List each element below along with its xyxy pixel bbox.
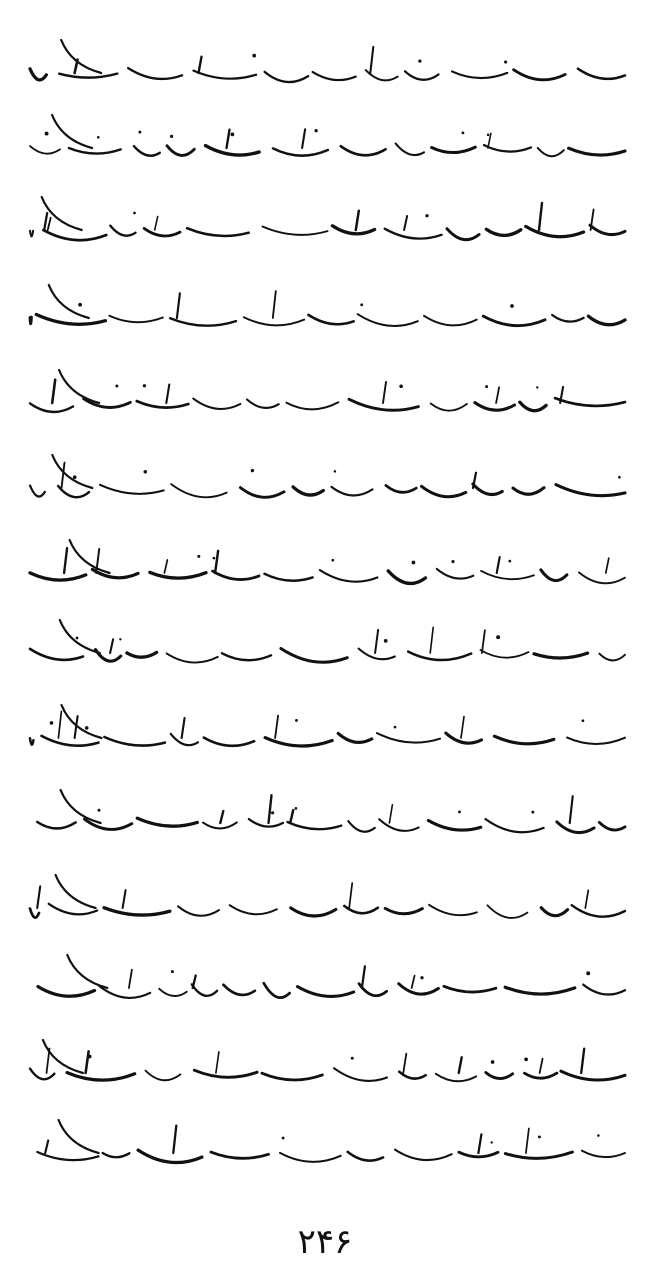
- ink-stroke: [192, 984, 217, 995]
- ink-stroke: [538, 148, 564, 156]
- ink-stroke: [599, 654, 625, 661]
- ink-dot: [510, 304, 514, 308]
- ink-stroke: [405, 71, 439, 79]
- manuscript-line: [30, 197, 625, 240]
- manuscript-line: [30, 705, 625, 746]
- ink-stroke: [496, 387, 499, 403]
- ink-dot: [597, 1134, 600, 1137]
- ink-stroke: [52, 115, 92, 148]
- manuscript-line: [30, 620, 625, 663]
- ink-dot: [491, 1060, 495, 1064]
- ink-dot: [538, 1135, 541, 1138]
- ink-stroke: [422, 486, 466, 496]
- ink-stroke: [273, 148, 328, 155]
- ink-dot: [508, 560, 511, 563]
- ink-stroke: [144, 228, 180, 236]
- manuscript-line: [30, 285, 625, 326]
- ink-stroke: [348, 1152, 383, 1161]
- ink-dot: [50, 721, 54, 725]
- ink-stroke: [403, 1054, 406, 1073]
- ink-stroke: [164, 560, 167, 573]
- ink-stroke: [338, 733, 372, 742]
- ink-stroke: [265, 72, 309, 82]
- ink-stroke: [606, 558, 609, 573]
- ink-stroke: [167, 653, 218, 662]
- ink-stroke: [170, 318, 236, 326]
- ink-stroke: [30, 649, 83, 660]
- ink-dot: [230, 132, 234, 136]
- ink-stroke: [52, 455, 92, 488]
- ink-stroke: [249, 819, 283, 827]
- ink-stroke: [280, 1153, 341, 1162]
- ink-stroke: [193, 976, 196, 989]
- ink-dot: [295, 807, 298, 810]
- ink-dot: [458, 810, 461, 813]
- ink-dot: [252, 54, 256, 58]
- ink-stroke: [127, 652, 157, 657]
- ink-stroke: [385, 908, 422, 913]
- ink-stroke: [103, 1153, 130, 1157]
- ink-dot: [45, 132, 49, 136]
- ink-stroke: [216, 1052, 219, 1073]
- ink-stroke: [204, 738, 254, 746]
- ink-stroke: [332, 487, 373, 496]
- ink-stroke: [446, 733, 482, 743]
- ink-stroke: [582, 1151, 625, 1158]
- manuscript-line: [38, 955, 625, 998]
- ink-stroke: [240, 488, 284, 498]
- ink-stroke: [104, 908, 170, 915]
- ink-dot: [351, 1057, 354, 1060]
- ink-stroke: [36, 315, 105, 325]
- ink-stroke: [146, 1071, 181, 1081]
- ink-stroke: [42, 736, 99, 746]
- ink-stroke: [399, 984, 439, 994]
- ink-stroke: [436, 1074, 476, 1081]
- ink-stroke: [334, 1068, 387, 1081]
- ink-stroke: [129, 970, 132, 988]
- ink-stroke: [244, 317, 304, 325]
- ink-dot: [213, 557, 216, 560]
- ink-stroke: [585, 890, 588, 908]
- ink-stroke: [526, 226, 584, 236]
- manuscript-line: [30, 540, 625, 583]
- ink-stroke: [62, 463, 65, 488]
- ink-stroke: [599, 822, 625, 830]
- ink-stroke: [578, 69, 625, 79]
- ink-stroke: [557, 822, 594, 833]
- ink-dot: [119, 638, 121, 640]
- ink-stroke: [412, 976, 415, 988]
- ink-dot: [97, 136, 100, 139]
- ink-stroke: [308, 315, 353, 324]
- ink-stroke: [291, 908, 336, 916]
- ink-stroke: [561, 1071, 625, 1080]
- ink-stroke: [396, 144, 424, 156]
- manuscript-line: [37, 790, 625, 833]
- ink-dot: [133, 212, 136, 215]
- ink-stroke: [37, 886, 40, 908]
- ink-dot: [331, 559, 334, 562]
- ink-stroke: [30, 1069, 54, 1080]
- ink-stroke: [375, 630, 378, 653]
- ink-stroke: [288, 822, 342, 829]
- ink-stroke: [379, 819, 418, 831]
- ink-stroke: [206, 146, 260, 155]
- ink-stroke: [356, 211, 359, 230]
- ink-stroke: [59, 370, 99, 403]
- ink-dot: [271, 811, 274, 814]
- ink-stroke: [539, 203, 542, 230]
- ink-dot: [360, 303, 363, 306]
- ink-stroke: [281, 649, 347, 663]
- ink-stroke: [583, 985, 625, 995]
- ink-dot: [394, 726, 397, 729]
- ink-stroke: [513, 488, 544, 495]
- ink-stroke: [473, 484, 502, 494]
- ink-dot: [170, 135, 173, 138]
- ink-dot: [143, 384, 146, 387]
- ink-stroke: [96, 650, 121, 662]
- ink-stroke: [37, 822, 75, 828]
- ink-stroke: [555, 398, 625, 406]
- ink-stroke: [486, 819, 544, 832]
- ink-dot: [411, 561, 415, 565]
- ink-stroke: [109, 316, 162, 323]
- ink-stroke: [514, 70, 566, 80]
- ink-stroke: [265, 574, 313, 581]
- ink-stroke: [171, 734, 198, 745]
- ink-stroke: [173, 1126, 176, 1153]
- ink-stroke: [30, 317, 31, 324]
- ink-stroke: [262, 1073, 323, 1080]
- ink-stroke: [110, 639, 113, 653]
- ink-stroke: [211, 1152, 269, 1158]
- ink-stroke: [155, 217, 158, 231]
- ink-stroke: [215, 551, 218, 573]
- ink-stroke: [395, 1150, 452, 1160]
- ink-dot: [504, 60, 507, 63]
- ink-dot: [485, 385, 488, 388]
- ink-dot: [197, 555, 200, 558]
- ink-stroke: [569, 148, 625, 155]
- ink-stroke: [572, 905, 625, 917]
- ink-stroke: [264, 983, 290, 997]
- ink-stroke: [579, 572, 625, 583]
- ink-stroke: [348, 821, 375, 832]
- ink-stroke: [45, 1141, 48, 1154]
- ink-stroke: [61, 790, 101, 823]
- ink-stroke: [567, 738, 625, 744]
- ink-stroke: [497, 557, 500, 573]
- ink-stroke: [199, 57, 202, 73]
- ink-stroke: [194, 71, 257, 79]
- ink-dot: [487, 134, 490, 137]
- ink-stroke: [525, 1073, 557, 1078]
- ink-dot: [586, 971, 590, 975]
- ink-dot: [618, 476, 621, 479]
- ink-stroke: [424, 316, 477, 326]
- ink-stroke: [273, 291, 276, 318]
- ink-stroke: [159, 989, 187, 996]
- ink-stroke: [227, 130, 230, 148]
- ink-stroke: [275, 716, 278, 738]
- ink-stroke: [43, 230, 106, 240]
- ink-stroke: [110, 226, 135, 236]
- ink-dot: [496, 635, 500, 639]
- ink-dot: [334, 470, 337, 473]
- ink-stroke: [134, 146, 160, 156]
- ink-stroke: [482, 630, 485, 653]
- ink-stroke: [581, 1049, 584, 1073]
- ink-dot: [73, 475, 77, 479]
- ink-stroke: [167, 146, 194, 156]
- ink-stroke: [64, 548, 67, 573]
- manuscript-line: [30, 875, 625, 918]
- ink-stroke: [58, 711, 61, 738]
- ink-dot: [524, 1057, 528, 1061]
- ink-stroke: [431, 404, 467, 411]
- ink-stroke: [37, 1152, 98, 1160]
- ink-stroke: [481, 571, 534, 579]
- ink-stroke: [290, 810, 293, 823]
- ink-stroke: [388, 571, 425, 584]
- ink-dot: [144, 470, 148, 474]
- ink-stroke: [182, 718, 185, 738]
- ink-stroke: [70, 540, 110, 573]
- manuscript-line: [30, 370, 625, 412]
- ink-stroke: [104, 737, 164, 746]
- ink-stroke: [377, 733, 440, 743]
- ink-stroke: [222, 653, 271, 660]
- ink-stroke: [452, 71, 507, 78]
- ink-stroke: [61, 40, 101, 73]
- ink-stroke: [30, 146, 60, 154]
- ink-dot: [491, 1141, 493, 1143]
- ink-dot: [451, 560, 454, 563]
- ink-stroke: [552, 315, 583, 322]
- ink-stroke: [540, 1059, 543, 1073]
- ink-stroke: [213, 571, 259, 579]
- ink-dot: [76, 637, 79, 640]
- ink-stroke: [484, 145, 531, 151]
- ink-stroke: [588, 316, 625, 325]
- ink-stroke: [30, 738, 33, 744]
- ink-dot: [418, 59, 421, 62]
- ink-dot: [88, 1055, 92, 1059]
- ink-stroke: [570, 796, 573, 823]
- ink-stroke: [30, 403, 73, 412]
- ink-stroke: [481, 650, 529, 658]
- ink-stroke: [293, 487, 323, 495]
- ink-stroke: [48, 218, 51, 230]
- ink-stroke: [520, 402, 546, 411]
- ink-stroke: [137, 818, 197, 826]
- manuscript-line: [30, 40, 625, 82]
- ink-stroke: [137, 401, 189, 407]
- ink-stroke: [177, 293, 180, 318]
- ink-stroke: [505, 1152, 572, 1158]
- ink-stroke: [408, 652, 471, 660]
- ink-stroke: [30, 573, 86, 580]
- ink-stroke: [313, 72, 356, 80]
- manuscript-line: [30, 1040, 625, 1081]
- ink-stroke: [486, 1073, 513, 1079]
- ink-stroke: [447, 229, 479, 240]
- ink-dot: [425, 214, 428, 217]
- ink-stroke: [56, 875, 96, 908]
- manuscript-line: [30, 115, 625, 156]
- ink-dot: [115, 385, 118, 388]
- ink-stroke: [30, 231, 33, 237]
- ink-stroke: [60, 620, 100, 653]
- ink-stroke: [44, 213, 47, 230]
- ink-dot: [98, 809, 101, 812]
- ink-stroke: [341, 146, 386, 155]
- ink-dot: [295, 719, 298, 722]
- ink-stroke: [49, 285, 89, 318]
- ink-dot: [171, 970, 174, 973]
- ink-stroke: [220, 811, 223, 823]
- ink-stroke: [194, 1070, 257, 1077]
- ink-stroke: [505, 987, 575, 994]
- ink-stroke: [444, 986, 496, 992]
- ink-stroke: [541, 570, 567, 581]
- ink-stroke: [459, 1057, 462, 1073]
- ink-dot: [314, 129, 317, 132]
- ink-dot: [85, 726, 89, 730]
- ink-stroke: [349, 883, 352, 908]
- ink-stroke: [171, 484, 227, 497]
- ink-stroke: [475, 403, 515, 411]
- ink-dot: [531, 811, 534, 814]
- manuscript-line: [30, 455, 625, 497]
- ink-dot: [420, 976, 423, 979]
- ink-stroke: [30, 69, 46, 80]
- ink-stroke: [362, 966, 365, 988]
- ink-stroke: [223, 985, 255, 995]
- ink-dot: [582, 719, 585, 722]
- ink-stroke: [432, 147, 476, 152]
- ink-stroke: [30, 486, 45, 497]
- ink-dot: [536, 386, 538, 388]
- ink-stroke: [100, 485, 164, 494]
- ink-dot: [78, 303, 82, 307]
- ink-stroke: [298, 987, 354, 997]
- ink-stroke: [541, 908, 567, 916]
- ink-stroke: [30, 909, 39, 918]
- ink-stroke: [269, 795, 272, 823]
- ink-dot: [138, 131, 141, 134]
- ink-stroke: [38, 987, 95, 997]
- ink-stroke: [58, 486, 89, 497]
- ink-dot: [251, 469, 254, 472]
- ink-stroke: [494, 736, 553, 744]
- ink-stroke: [386, 485, 416, 492]
- ink-stroke: [359, 649, 395, 660]
- ink-stroke: [166, 385, 169, 404]
- ink-stroke: [385, 229, 442, 239]
- ink-dot: [384, 639, 388, 643]
- ink-stroke: [263, 227, 328, 235]
- ink-stroke: [404, 216, 407, 230]
- manuscript-line: [37, 1120, 625, 1163]
- ink-stroke: [370, 47, 373, 73]
- ink-stroke: [67, 1073, 135, 1081]
- ink-stroke: [150, 572, 206, 578]
- ink-stroke: [556, 485, 625, 496]
- ink-dot: [461, 131, 464, 134]
- ink-stroke: [128, 68, 182, 79]
- ink-stroke: [358, 314, 418, 326]
- ink-stroke: [69, 148, 121, 154]
- ink-stroke: [461, 717, 464, 738]
- ink-stroke: [302, 129, 305, 148]
- ink-stroke: [487, 905, 527, 918]
- ink-stroke: [483, 316, 545, 326]
- ink-stroke: [486, 229, 521, 235]
- ink-stroke: [59, 74, 117, 78]
- ink-stroke: [332, 226, 374, 234]
- ink-stroke: [123, 890, 126, 908]
- ink-stroke: [86, 1051, 89, 1073]
- ink-stroke: [478, 1134, 481, 1153]
- ink-stroke: [534, 653, 588, 658]
- ink-stroke: [59, 1120, 99, 1153]
- ink-stroke: [178, 906, 219, 915]
- ink-dot: [282, 1137, 285, 1140]
- ink-stroke: [437, 569, 474, 579]
- ink-stroke: [138, 1150, 202, 1162]
- ink-dot: [399, 385, 403, 389]
- ink-stroke: [389, 805, 392, 823]
- ink-stroke: [230, 905, 277, 914]
- ink-stroke: [62, 705, 102, 738]
- ink-stroke: [429, 905, 477, 915]
- ink-stroke: [428, 821, 480, 831]
- ink-stroke: [590, 225, 625, 234]
- ink-stroke: [383, 382, 386, 403]
- ink-stroke: [187, 228, 249, 236]
- ink-stroke: [287, 402, 339, 409]
- ink-stroke: [526, 1129, 529, 1154]
- ink-stroke: [52, 380, 55, 403]
- ink-stroke: [430, 627, 433, 653]
- page-number: ۲۴۶: [297, 1222, 353, 1262]
- ink-stroke: [247, 400, 279, 408]
- ink-stroke: [320, 570, 378, 582]
- ink-stroke: [67, 955, 107, 988]
- ink-stroke: [193, 399, 240, 409]
